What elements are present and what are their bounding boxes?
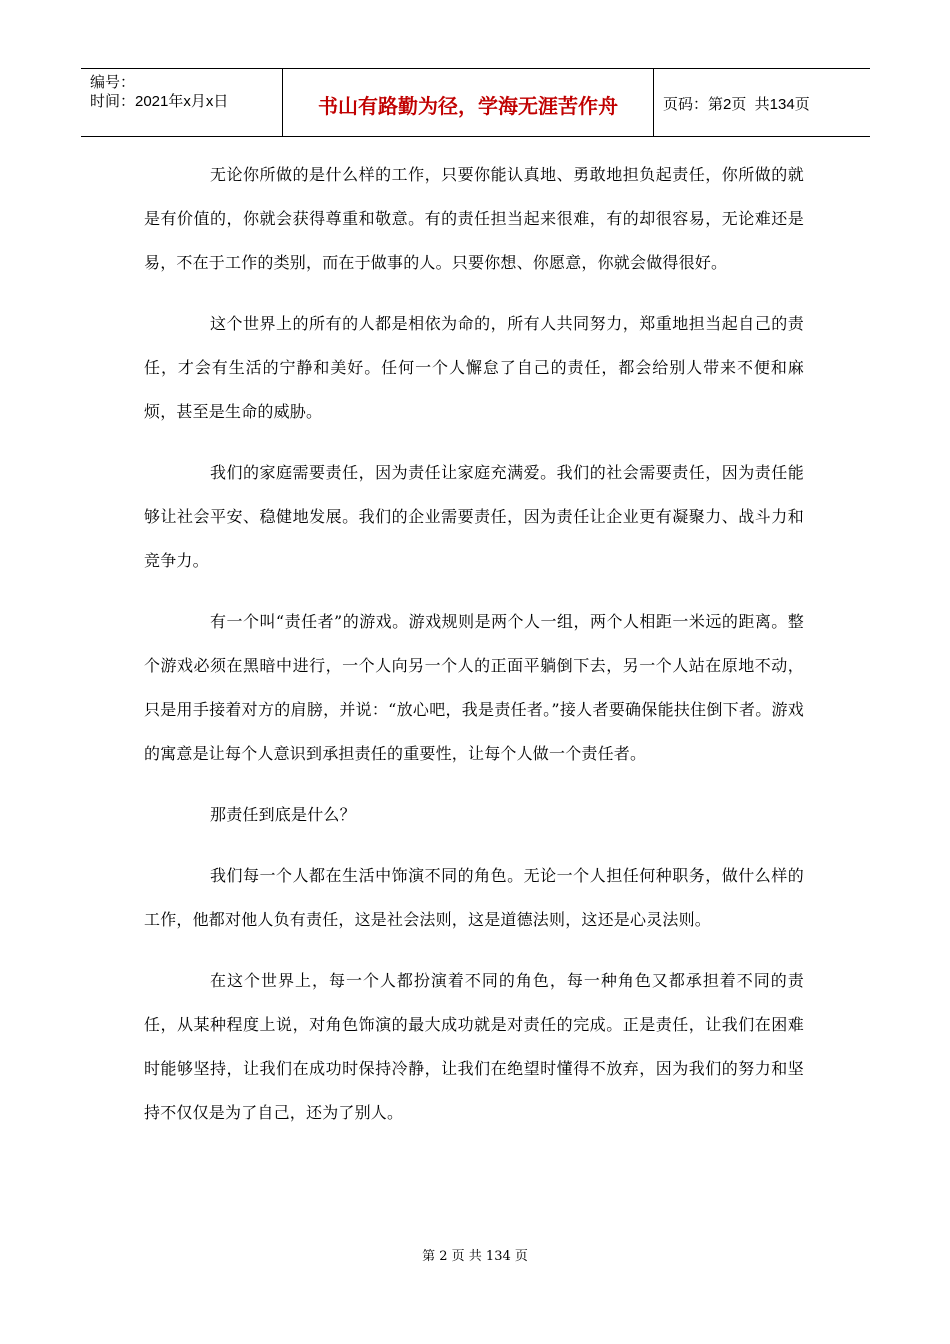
paragraph: 我们的家庭需要责任，因为责任让家庭充满爱。我们的社会需要责任，因为责任能够让社会平安、稳健地发展。我们的企业需要责任，因为责任让企业更有凝聚力、战斗力和竞争力。	[144, 463, 804, 570]
header-motto: 书山有路勤为径，学海无涯苦作舟	[318, 94, 618, 118]
paragraph: 这个世界上的所有的人都是相依为命的，所有人共同努力，郑重地担当起自己的责任，才会有生活的宁静和美好。任何一个人懈怠了自己的责任，都会给别人带来不便和麻烦，甚至是生命的威胁。	[144, 314, 804, 421]
page-footer: 第 2 页 共 134 页	[422, 1249, 528, 1264]
header-divider	[653, 69, 654, 136]
date-label: 时间：2021年x月x日	[90, 93, 229, 110]
document-body	[144, 153, 804, 1152]
paragraph: 在这个世界上，每一个人都扮演着不同的角色，每一种角色又都承担着不同的责任，从某种程度上说，对角色饰演的最大成功就是对责任的完成。正是责任，让我们在困难时能够坚持，让我们在成功时保持冷静，让我们在绝望时懂得不放弃，因为我们的努力和坚持不仅仅是为了自己，还为了别人。	[144, 971, 804, 1122]
paragraph: 无论你所做的是什么样的工作，只要你能认真地、勇敢地担负起责任，你所做的就是有价值的，你就会获得尊重和敬意。有的责任担当起来很难，有的却很容易，无论难还是易，不在于工作的类别，而在于做事的人。只要你想、你愿意，你就会做得很好。	[144, 165, 804, 272]
paragraph: 有一个叫“责任者”的游戏。游戏规则是两个人一组，两个人相距一米远的距离。整个游戏必须在黑暗中进行，一个人向另一个人的正面平躺倒下去，另一个人站在原地不动，只是用手接着对方的肩膀，并说：“放心吧，我是责任者。”接人者要确保能扶住倒下者。游戏的寓意是让每个人意识到承担责任的重要性，让每个人做一个责任者。	[144, 612, 804, 763]
header-page-label: 页码：第2页 共134页	[663, 96, 810, 113]
paragraph: 我们每一个人都在生活中饰演不同的角色。无论一个人担任何种职务，做什么样的工作，他都对他人负有责任，这是社会法则，这是道德法则，这还是心灵法则。	[144, 866, 804, 929]
number-label: 编号：	[90, 74, 136, 91]
paragraph: 那责任到底是什么？	[210, 805, 356, 824]
header-meta	[90, 73, 228, 111]
page-header	[81, 68, 870, 137]
